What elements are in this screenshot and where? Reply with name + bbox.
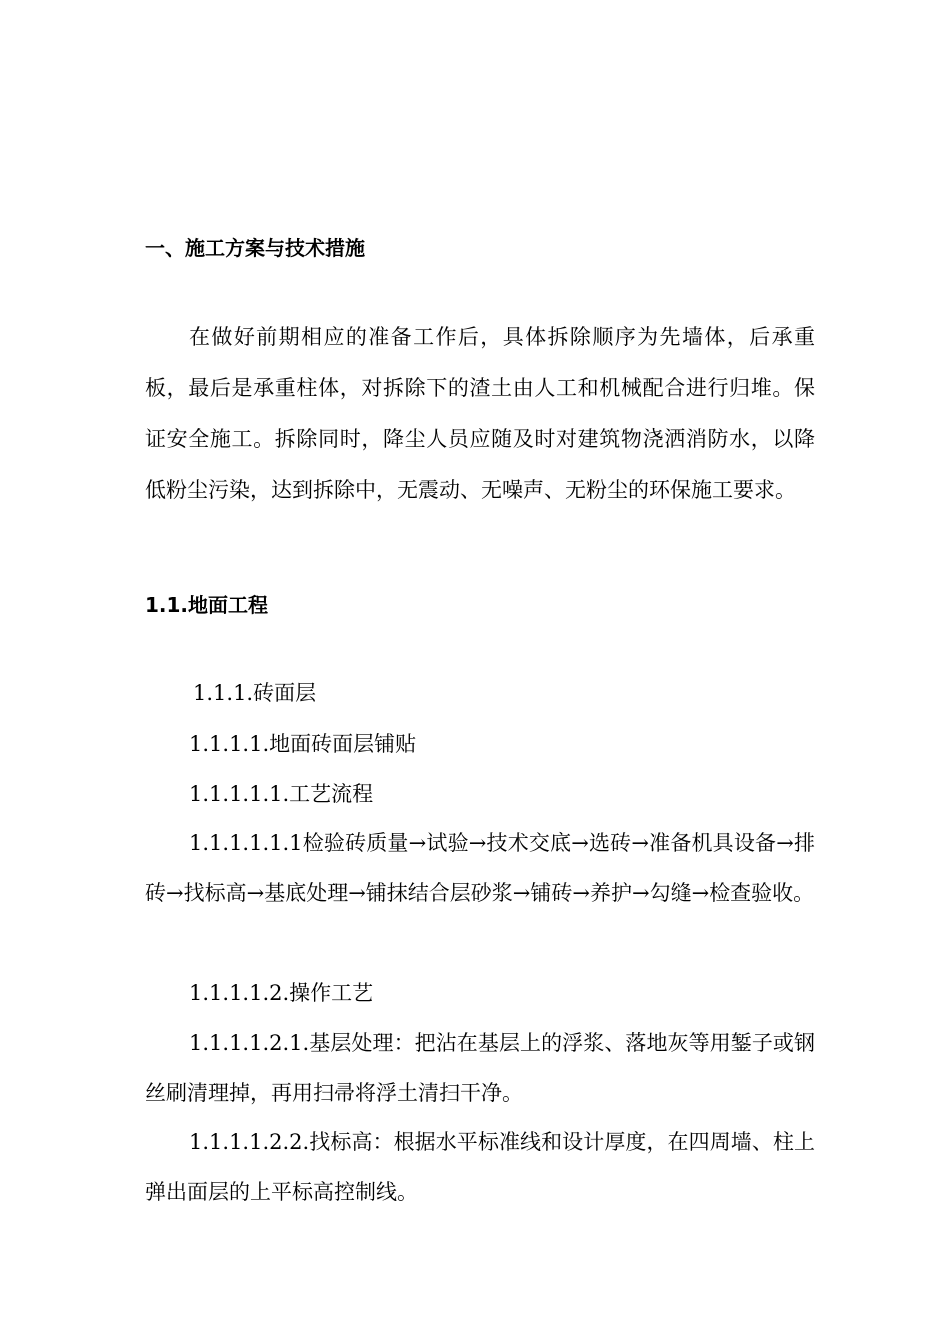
paragraph-base-treatment: 1.1.1.1.2.1.基层处理：把沾在基层上的浮浆、落地灰等用錾子或钢丝刷清理掉，再用扫帚将浮土清扫干净。: [145, 1031, 815, 1105]
subsection-heading: 1.1.地面工程: [145, 593, 269, 617]
paragraph-process-flow: 1.1.1.1.1.工艺流程: [189, 782, 374, 806]
paragraph-brick-surface: 1.1.1.砖面层: [193, 681, 317, 705]
paragraph-floor-tile-laying: 1.1.1.1.地面砖面层铺贴: [189, 732, 417, 756]
intro-paragraph: 在做好前期相应的准备工作后，具体拆除顺序为先墙体，后承重板，最后是承重柱体，对拆除下的渣土由人工和机械配合进行归堆。保证安全施工。拆除同时，降尘人员应随及时对建筑物浇洒消防水，以降低粉尘污染，达到拆除中，无震动、无噪声、无粉尘的环保施工要求。: [145, 325, 815, 502]
paragraph-find-elevation: 1.1.1.1.2.2.找标高：根据水平标准线和设计厚度，在四周墙、柱上弹出面层的上平标高控制线。: [145, 1130, 815, 1204]
paragraph-process-steps: 1.1.1.1.1.1检验砖质量→试验→技术交底→选砖→准备机具设备→排砖→找标高→基底处理→铺抹结合层砂浆→铺砖→养护→勾缝→检查验收。: [145, 831, 815, 905]
section-heading: 一、施工方案与技术措施: [145, 236, 365, 260]
paragraph-operation-process: 1.1.1.1.2.操作工艺: [189, 981, 374, 1005]
